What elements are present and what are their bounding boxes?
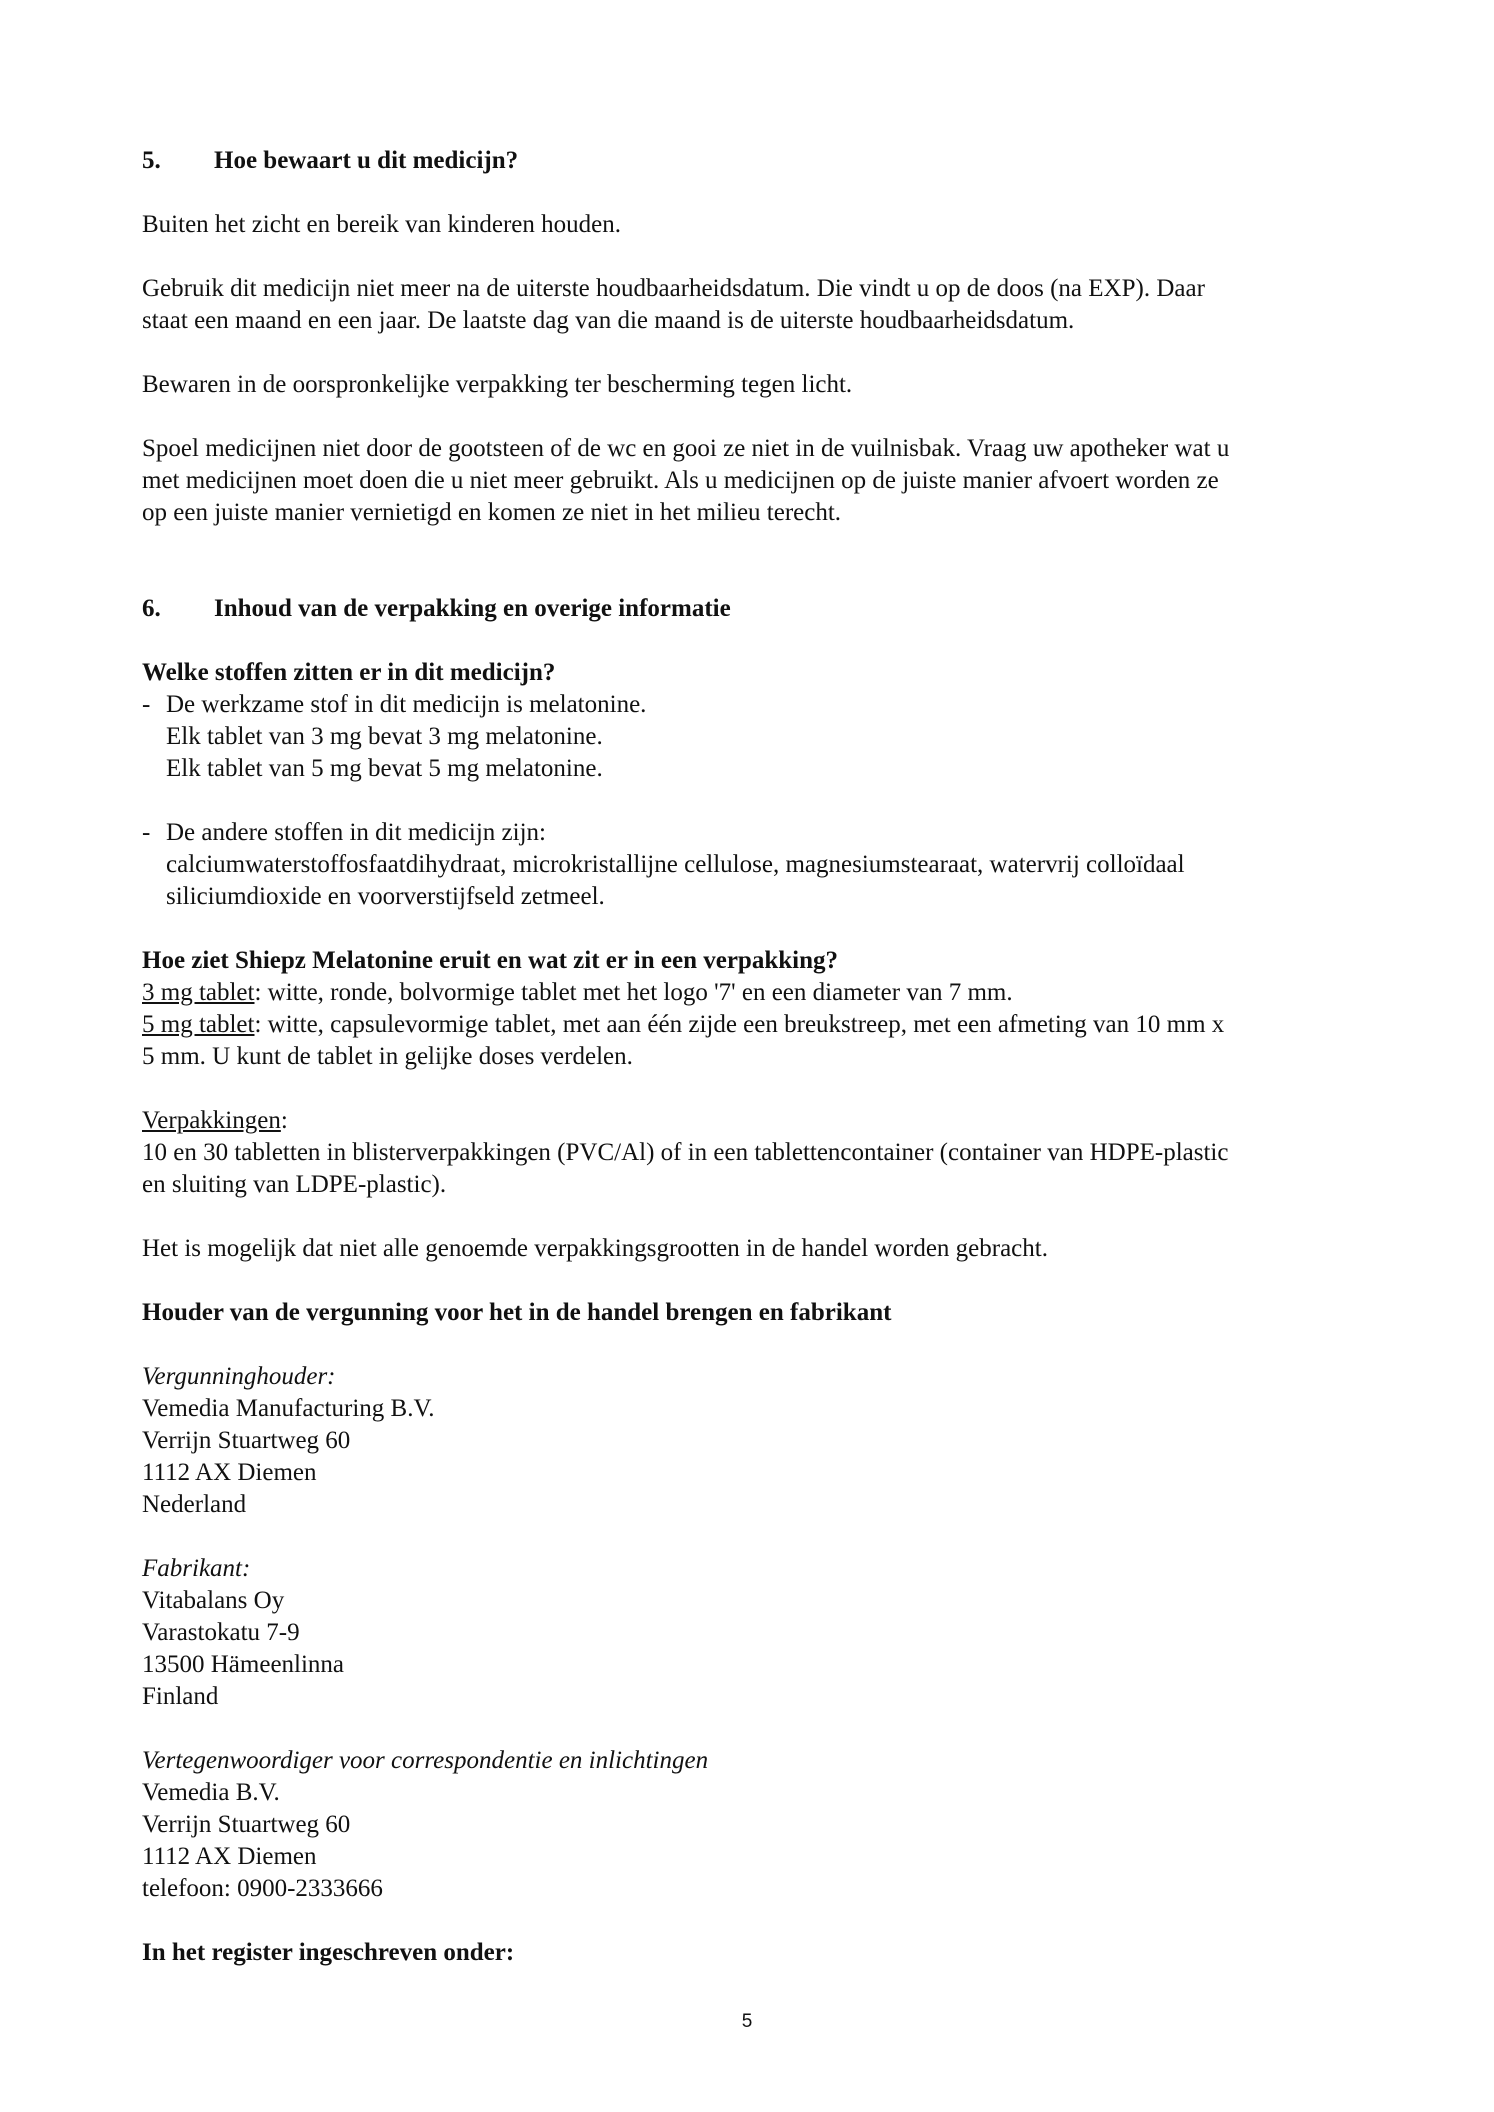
tablet-5mg-text-1: : witte, capsulevormige tablet, met aan één zijde een breukstreep, met een afmeting van 10 mm x	[254, 1011, 1225, 1038]
disposal-line-1: Spoel medicijnen niet door de gootsteen of de wc en gooi ze niet in de vuilnisbak. Vraag uw apotheker wat u	[142, 435, 1230, 462]
expiry-line-2: staat een maand en een jaar. De laatste dag van die maand is de uiterste houdbaarheidsdatum.	[142, 307, 1075, 334]
tablet-3mg-label: 3 mg tablet	[142, 979, 255, 1006]
representative-phone: telefoon: 0900-2333666	[142, 1875, 383, 1902]
active-substance-line-2: Elk tablet van 3 mg bevat 3 mg melatonine.	[166, 723, 603, 750]
manufacturer-label: Fabrikant:	[142, 1555, 251, 1582]
section-6-heading	[142, 593, 1382, 625]
tablet-5mg-label: 5 mg tablet	[142, 1011, 255, 1038]
mah-label: Vergunninghouder:	[142, 1363, 336, 1390]
packaging-colon: :	[280, 1107, 288, 1134]
representative-label: Vertegenwoordiger voor correspondentie en inlichtingen	[142, 1747, 709, 1774]
holder-heading: Houder van de vergunning voor het in de handel brengen en fabrikant	[142, 1299, 892, 1326]
packaging-label-line	[142, 1105, 1382, 1137]
representative-name: Vemedia B.V.	[142, 1779, 280, 1806]
disposal-line-2: met medicijnen moet doen die u niet meer gebruikt. Als u medicijnen op de juiste manier afvoert worden ze	[142, 467, 1219, 494]
page-content	[142, 145, 1382, 1969]
storage-light: Bewaren in de oorspronkelijke verpakking ter bescherming tegen licht.	[142, 371, 853, 398]
other-substances-item	[142, 817, 1382, 849]
manufacturer-city: 13500 Hämeenlinna	[142, 1651, 345, 1678]
packaging-line-2: en sluiting van LDPE-plastic).	[142, 1171, 447, 1198]
other-substances-line-1: De andere stoffen in dit medicijn zijn:	[166, 819, 546, 846]
manufacturer-country: Finland	[142, 1683, 219, 1710]
register-heading: In het register ingeschreven onder:	[142, 1939, 515, 1966]
list-dash: -	[142, 691, 151, 718]
tablet-3mg-text: : witte, ronde, bolvormige tablet met het logo '7' en een diameter van 7 mm.	[254, 979, 1013, 1006]
section-5-title: Hoe bewaart u dit medicijn?	[214, 147, 519, 174]
representative-city: 1112 AX Diemen	[142, 1843, 317, 1870]
disposal-line-3: op een juiste manier vernietigd en komen ze niet in het milieu terecht.	[142, 499, 842, 526]
section-6-title: Inhoud van de verpakking en overige informatie	[214, 595, 731, 622]
mah-name: Vemedia Manufacturing B.V.	[142, 1395, 435, 1422]
other-substances-line-3: siliciumdioxide en voorverstijfseld zetmeel.	[166, 883, 605, 910]
active-substance-line-1: De werkzame stof in dit medicijn is melatonine.	[166, 691, 647, 718]
pack-sizes-note: Het is mogelijk dat niet alle genoemde verpakkingsgrootten in de handel worden gebracht.	[142, 1235, 1048, 1262]
other-substances-line-2: calciumwaterstoffosfaatdihydraat, microkristallijne cellulose, magnesiumstearaat, watervrij colloïdaal	[166, 851, 1185, 878]
appearance-heading: Hoe ziet Shiepz Melatonine eruit en wat zit er in een verpakking?	[142, 947, 838, 974]
expiry-line-1: Gebruik dit medicijn niet meer na de uiterste houdbaarheidsdatum. Die vindt u op de doos (na EXP). Daar	[142, 275, 1205, 302]
section-5-number: 5.	[142, 147, 161, 174]
section-6-number: 6.	[142, 595, 161, 622]
packaging-line-1: 10 en 30 tabletten in blisterverpakkingen (PVC/Al) of in een tablettencontainer (container van HDPE-plastic	[142, 1139, 1229, 1166]
tablet-5mg-text-2: 5 mm. U kunt de tablet in gelijke doses verdelen.	[142, 1043, 633, 1070]
list-dash: -	[142, 819, 151, 846]
ingredients-heading: Welke stoffen zitten er in dit medicijn?	[142, 659, 556, 686]
packaging-label: Verpakkingen	[142, 1107, 281, 1134]
tablet-5mg-description	[142, 1009, 1382, 1041]
page-number: 5	[741, 2011, 753, 2032]
mah-city: 1112 AX Diemen	[142, 1459, 317, 1486]
mah-street: Verrijn Stuartweg 60	[142, 1427, 351, 1454]
storage-children: Buiten het zicht en bereik van kinderen houden.	[142, 211, 622, 238]
active-substance-item	[142, 689, 1382, 721]
representative-street: Verrijn Stuartweg 60	[142, 1811, 351, 1838]
mah-country: Nederland	[142, 1491, 247, 1518]
tablet-3mg-description	[142, 977, 1382, 1009]
active-substance-line-3: Elk tablet van 5 mg bevat 5 mg melatonine.	[166, 755, 603, 782]
section-5-heading	[142, 145, 1382, 177]
manufacturer-name: Vitabalans Oy	[142, 1587, 285, 1614]
manufacturer-street: Varastokatu 7-9	[142, 1619, 300, 1646]
